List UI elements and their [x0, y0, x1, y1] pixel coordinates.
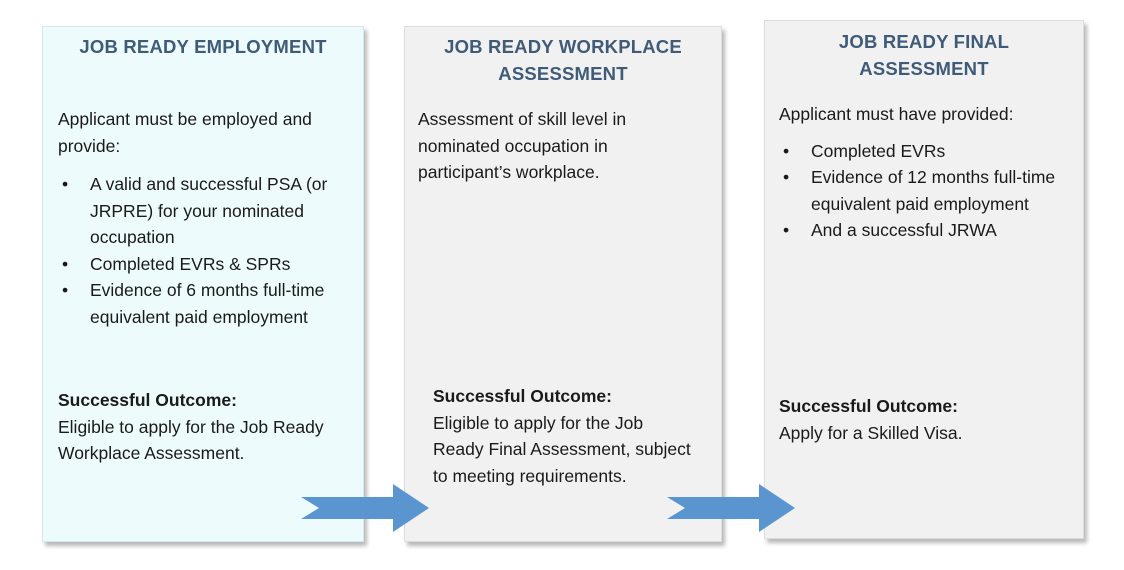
list-item: • Evidence of 6 months full-time equivalent paid employment	[58, 277, 348, 330]
card-job-ready-employment	[42, 26, 364, 542]
card-job-ready-final-assessment	[764, 20, 1084, 539]
bullet-icon: •	[783, 220, 790, 240]
successful-outcome	[779, 393, 1074, 446]
card-intro: Applicant must be employed and provide:	[58, 109, 312, 156]
list-item: • Evidence of 12 months full-time equivalent paid employment	[779, 164, 1074, 217]
list-item: • A valid and successful PSA (or JRPRE) for your nominated occupation	[58, 171, 348, 251]
card-intro: Applicant must have provided:	[779, 104, 1014, 124]
card-intro-block	[779, 101, 1074, 244]
bullet-icon: •	[783, 140, 790, 161]
outcome-text: Apply for a Skilled Visa.	[779, 422, 963, 443]
arrow-shape	[301, 484, 429, 532]
outcome-label: Successful Outcome:	[433, 386, 612, 406]
card-intro-block	[418, 106, 670, 186]
bullet-icon: •	[62, 174, 69, 194]
card-intro: Assessment of skill level in nominated occupation in participant’s workplace.	[418, 109, 627, 182]
outcome-label: Successful Outcome:	[779, 396, 958, 416]
outcome-text: Eligible to apply for the Job Ready Workplace Assessment.	[58, 416, 324, 463]
bullet-icon: •	[62, 253, 69, 274]
outcome-text: Eligible to apply for the Job Ready Final Assessment, subject to meeting requirements.	[433, 412, 691, 486]
card-intro-block	[58, 106, 348, 330]
card-title: JOB READY FINAL ASSESSMENT	[838, 31, 1010, 79]
arrow-right-icon	[667, 484, 795, 532]
requirements-list	[58, 171, 348, 330]
card-job-ready-workplace-assessment	[404, 26, 722, 542]
list-item: • Completed EVRs & SPRs	[58, 251, 348, 278]
outcome-label: Successful Outcome:	[58, 390, 237, 410]
card-title: JOB READY WORKPLACE ASSESSMENT	[444, 36, 682, 84]
list-item: • Completed EVRs	[779, 138, 1074, 165]
card-title: JOB READY EMPLOYMENT	[79, 36, 327, 57]
successful-outcome	[58, 387, 353, 467]
arrow-right-icon	[301, 484, 429, 532]
bullet-icon: •	[62, 280, 69, 300]
list-item: • And a successful JRWA	[779, 217, 1074, 244]
bullet-icon: •	[783, 167, 790, 187]
successful-outcome	[433, 383, 693, 489]
requirements-list	[779, 138, 1074, 244]
arrow-shape	[667, 484, 795, 532]
